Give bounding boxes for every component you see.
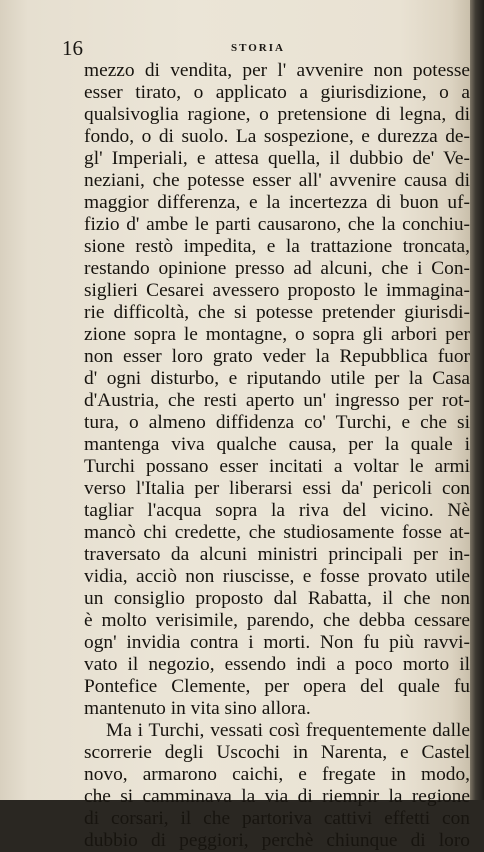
- text-line: restando opinione presso ad alcuni, che i Con-: [84, 258, 470, 279]
- paragraph-start-line: Ma i Turchi, vessati così frequentemente dalle: [106, 720, 470, 741]
- text-line: sione restò impedita, e la trattazione troncata,: [84, 236, 470, 257]
- text-line: dubbio di peggiori, perchè chiunque di loro: [84, 830, 470, 851]
- running-head: STORIA: [231, 42, 285, 54]
- text-line: d'Austria, che resti aperto un' ingresso per rot-: [84, 390, 470, 411]
- text-line: tagliar l'acqua sopra la riva del vicino. Nè: [84, 500, 470, 521]
- text-line: che si camminava la via di riempir la regione: [84, 786, 470, 807]
- page-number: 16: [62, 36, 83, 60]
- text-line: maggior differenza, e la incertezza di buon uf-: [84, 192, 470, 213]
- text-line: rie difficoltà, che si potesse pretender giurisdi-: [84, 302, 470, 323]
- text-line: mezzo di vendita, per l' avvenire non potesse: [84, 60, 470, 81]
- paragraph-end-line: mantenuto in vita sino allora.: [84, 698, 311, 719]
- text-line: verso l'Italia per liberarsi essi da' pericoli con: [84, 478, 470, 499]
- text-line: d' ogni disturbo, e riputando utile per la Casa: [84, 368, 470, 389]
- text-line: vidia, acciò non riuscisse, e fosse provato utile: [84, 566, 470, 587]
- body-text: [84, 60, 470, 852]
- text-line: fizio d' ambe le parti causarono, che la conchiu-: [84, 214, 470, 235]
- text-line: siglieri Cesarei avessero proposto le immagina-: [84, 280, 470, 301]
- text-line: Pontefice Clemente, per opera del quale fu: [84, 676, 470, 697]
- text-line: scorrerie degli Uscochi in Narenta, e Castel: [84, 742, 470, 763]
- text-line: vato il negozio, essendo indi a poco morto il: [84, 654, 470, 675]
- text-line: Turchi possano esser incitati a voltar le armi: [84, 456, 470, 477]
- text-line: traversato da alcuni ministri principali per in-: [84, 544, 470, 565]
- text-line: esser tirato, o applicato a giurisdizione, o a: [84, 82, 470, 103]
- text-line: non esser loro grato veder la Repubblica fuor: [84, 346, 470, 367]
- text-line: mantenga viva qualche causa, per la quale i: [84, 434, 470, 455]
- text-line: zione sopra le montagne, o sopra gli arbori per: [84, 324, 470, 345]
- text-line: mancò chi credette, che studiosamente fosse at-: [84, 522, 470, 543]
- book-gutter-shadow: [470, 0, 484, 800]
- text-line: di corsari, il che partoriva cattivi effetti con: [84, 808, 470, 829]
- text-line: ogn' invidia contra i morti. Non fu più ravvi-: [84, 632, 470, 653]
- text-line: è molto verisimile, parendo, che debba cessare: [84, 610, 470, 631]
- text-line: neziani, che potesse esser all' avvenire causa di: [84, 170, 470, 191]
- text-line: qualsivoglia ragione, o pretensione di legna, di: [84, 104, 470, 125]
- page-header: [62, 36, 454, 60]
- text-line: gl' Imperiali, e attesa quella, il dubbio de' Ve-: [84, 148, 470, 169]
- text-line: tura, o almeno diffidenza co' Turchi, e che si: [84, 412, 470, 433]
- text-line: novo, armarono caichi, e fregate in modo,: [84, 764, 470, 785]
- text-line: un consiglio proposto dal Rabatta, il che non: [84, 588, 470, 609]
- text-line: fondo, o di suolo. La sospezione, e durezza de-: [84, 126, 470, 147]
